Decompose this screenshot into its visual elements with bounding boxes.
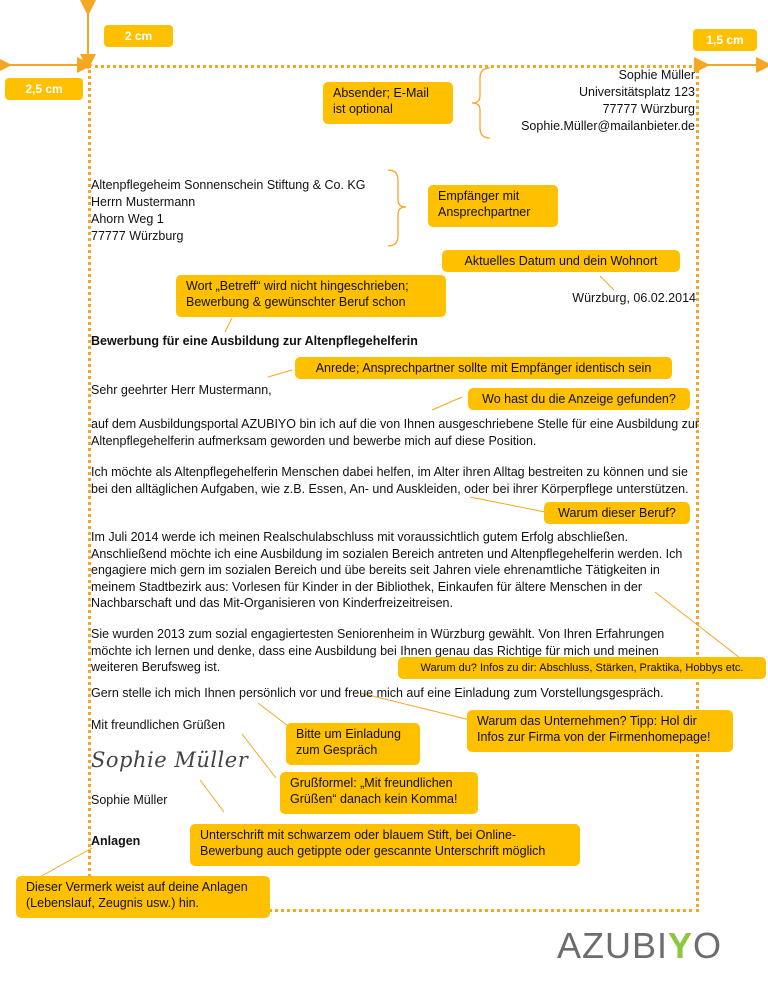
sender-block [521,67,695,135]
sender-name: Sophie Müller [618,68,695,82]
handwritten-signature: Sophie Müller [91,748,249,772]
note-where-found: Wo hast du die Anzeige gefunden? [468,388,690,410]
salutation: Sehr geehrter Herr Mustermann, [91,383,272,397]
left-margin-label: 2,5 cm [5,78,83,100]
paragraph-5: Gern stelle ich mich Ihnen persönlich vor und freue mich auf eine Einladung zum Vorstellungsgespräch. [91,686,664,700]
paragraph-1: auf dem Ausbildungsportal AZUBIYO bin ich auf die von Ihnen ausgeschriebene Stelle für eine Ausbildung zur Altenpflegehelferin aufmerksam geworden und bewerbe mich auf diese Position. [91,417,700,448]
date-line: Würzburg, 06.02.2014 [572,291,696,305]
note-recipient: Empfänger mit Ansprechpartner [428,185,558,227]
logo-y: Y [668,925,694,966]
logo-text-c: O [693,925,723,966]
logo-text-a: AZUBI [557,925,669,966]
paragraph-3: Im Juli 2014 werde ich meinen Realschulabschluss mit voraussichtlich gutem Erfolg abschließen. Anschließend möchte ich eine Ausbildung im sozialen Bereich antreten und Altenpflegehelferin werden. Ich engagiere mich gern im sozialen Bereich und übe bereits seit Jahren viele ehrenamtliche Tätigkeiten in meinem Stadtbezirk aus: Vorlesen für Kinder in der Bibliothek, Einkaufen für ältere Menschen in der Nachbarschaft und das Mit-Organisieren von Kinderfreizeitreisen. [91,530,683,610]
paragraph-4: Sie wurden 2013 zum sozial engagiertesten Seniorenheim in Würzburg gewählt. Von Ihren Erfahrungen möchte ich lernen und denke, dass eine Ausbildung bei Ihnen genau das Richtige für mich und meinen weiteren Berufsweg ist. [91,627,665,674]
right-margin-label: 1,5 cm [693,29,757,51]
recipient-line-2: Herrn Mustermann [91,195,196,209]
top-margin-label: 2 cm [104,25,173,47]
note-signature: Unterschrift mit schwarzem oder blauem Stift, bei Online-Bewerbung auch getippte oder gescannte Unterschrift möglich [190,824,580,866]
recipient-line-1: Altenpflegeheim Sonnenschein Stiftung & Co. KG [91,178,366,192]
sender-email: Sophie.Müller@mailanbieter.de [521,119,695,133]
signer-name: Sophie Müller [91,793,168,807]
note-why-you: Warum du? Infos zu dir: Abschluss, Stärken, Praktika, Hobbys etc. [398,657,766,679]
note-salutation: Anrede; Ansprechpartner sollte mit Empfänger identisch sein [295,357,672,379]
recipient-line-4: 77777 Würzburg [91,229,184,243]
recipient-line-3: Ahorn Weg 1 [91,212,164,226]
paragraph-2: Ich möchte als Altenpflegehelferin Menschen dabei helfen, im Alter ihren Alltag bestreiten zu können und sie bei den alltäglichen Aufgaben, wie z.B. Essen, An- und Auskleiden, oder bei ihrer Körperpflege unterstützen. [91,465,689,496]
note-greeting: Grußformel: „Mit freundlichen Grüßen“ danach kein Komma! [280,772,478,814]
sender-street: Universitätsplatz 123 [578,85,695,99]
subject-line: Bewerbung für eine Ausbildung zur Altenpflegehelferin [91,334,418,348]
attachments-label: Anlagen [91,834,141,848]
azubiyo-logo [557,925,722,967]
note-invitation: Bitte um Einladung zum Gespräch [286,723,420,765]
note-why-job: Warum dieser Beruf? [544,502,690,524]
note-why-company: Warum das Unternehmen? Tipp: Hol dir Infos zur Firma von der Firmenhomepage! [467,710,733,752]
note-subject: Wort „Betreff“ wird nicht hingeschrieben; Bewerbung & gewünschter Beruf schon [176,275,446,317]
closing: Mit freundlichen Grüßen [91,718,226,732]
recipient-block [91,177,365,245]
sender-city: 77777 Würzburg [602,102,695,116]
note-attachments: Dieser Vermerk weist auf deine Anlagen (Lebenslauf, Zeugnis usw.) hin. [16,876,270,918]
note-date: Aktuelles Datum und dein Wohnort [442,250,680,272]
note-sender: Absender; E-Mail ist optional [323,82,453,124]
